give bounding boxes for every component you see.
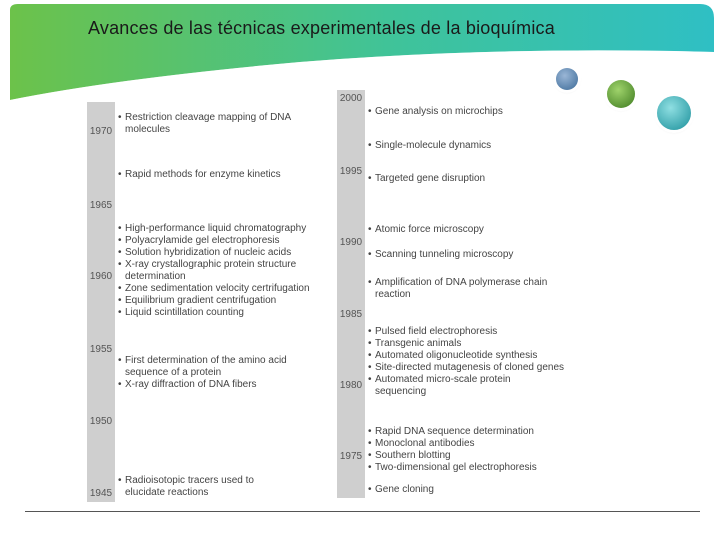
- year-label: 1955: [89, 344, 113, 355]
- left-timeline-bar: [87, 102, 115, 502]
- teal-orb-icon: [657, 96, 691, 130]
- event-item: • Polyacrylamide gel electrophoresis: [118, 235, 325, 247]
- event-group: [368, 106, 503, 118]
- event-item: • Restriction cleavage mapping of DNA molecules: [118, 112, 295, 136]
- event-item: • Automated oligonucleotide synthesis: [368, 350, 564, 362]
- event-item: • Monoclonal antibodies: [368, 438, 537, 450]
- event-item: • Amplification of DNA polymerase chain reaction: [368, 277, 555, 301]
- event-item: • High-performance liquid chromatography: [118, 223, 325, 235]
- year-label: 1945: [89, 488, 113, 499]
- green-orb-icon: [607, 80, 635, 108]
- event-item: • Gene analysis on microchips: [368, 106, 503, 118]
- year-label: 1950: [89, 416, 113, 427]
- event-item: • X-ray diffraction of DNA fibers: [118, 379, 315, 391]
- event-item: • Single-molecule dynamics: [368, 140, 491, 152]
- event-item: • Targeted gene disruption: [368, 173, 485, 185]
- event-group: [368, 173, 485, 185]
- year-label: 1975: [339, 451, 363, 462]
- year-label: 1965: [89, 200, 113, 211]
- year-label: 1960: [89, 271, 113, 282]
- event-item: • Two-dimensional gel electrophoresis: [368, 462, 537, 474]
- event-item: • First determination of the amino acid sequence of a protein: [118, 355, 315, 379]
- year-label: 1985: [339, 309, 363, 320]
- event-group: [368, 224, 513, 261]
- year-label: 1980: [339, 380, 363, 391]
- event-item: • Liquid scintillation counting: [118, 307, 325, 319]
- event-item: • Southern blotting: [368, 450, 537, 462]
- event-item: • Rapid DNA sequence determination: [368, 426, 537, 438]
- year-label: 1970: [89, 126, 113, 137]
- event-group: [118, 223, 325, 319]
- event-item: • Pulsed field electrophoresis: [368, 326, 564, 338]
- event-item: • Automated micro-scale protein sequencing: [368, 374, 555, 398]
- event-group: [368, 484, 434, 496]
- event-item: • Rapid methods for enzyme kinetics: [118, 169, 281, 181]
- event-group: [118, 112, 295, 136]
- event-group: [368, 140, 491, 152]
- event-item: • Equilibrium gradient centrifugation: [118, 295, 325, 307]
- event-item: • Gene cloning: [368, 484, 434, 496]
- event-group: [368, 277, 555, 301]
- event-item: • Scanning tunneling microscopy: [368, 249, 513, 261]
- event-group: [118, 169, 281, 181]
- event-group: [368, 326, 564, 398]
- blue-orb-icon: [556, 68, 578, 90]
- year-label: 1995: [339, 166, 363, 177]
- year-label: 1990: [339, 237, 363, 248]
- year-label: 2000: [339, 93, 363, 104]
- event-item: • Solution hybridization of nucleic acids: [118, 247, 325, 259]
- event-item: • Atomic force microscopy: [368, 224, 513, 236]
- event-item: • X-ray crystallographic protein structure determination: [118, 259, 325, 283]
- footer-divider: [25, 511, 700, 512]
- event-group: [368, 426, 537, 474]
- event-item: • Radioisotopic tracers used to elucidate reactions: [118, 475, 285, 499]
- event-item: • Zone sedimentation velocity certrifugation: [118, 283, 325, 295]
- event-group: [118, 475, 285, 499]
- right-timeline-bar: [337, 90, 365, 498]
- page-title: Avances de las técnicas experimentales de la bioquímica: [88, 18, 555, 38]
- event-group: [118, 355, 315, 391]
- event-item: • Transgenic animals: [368, 338, 564, 350]
- event-item: • Site-directed mutagenesis of cloned genes: [368, 362, 564, 374]
